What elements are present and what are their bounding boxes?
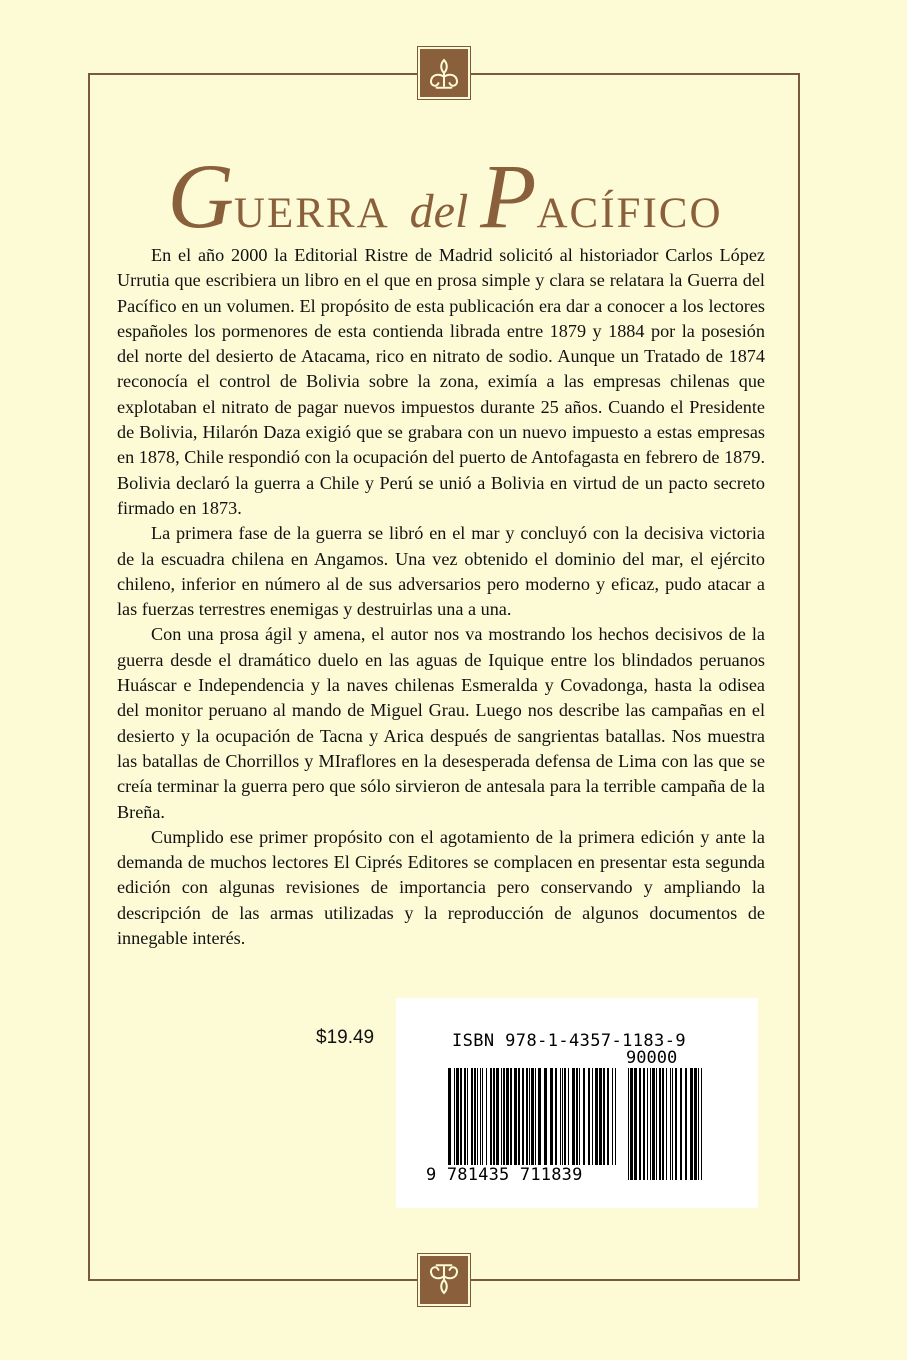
barcode-bar [503,1068,505,1165]
barcode-bar [647,1068,648,1180]
barcode-human-readable: 9 781435 711839 [426,1165,583,1185]
barcode-bar [454,1068,455,1165]
barcode-bar [448,1068,451,1165]
barcode-bar [467,1068,468,1165]
barcode-bar [572,1068,575,1165]
price-label: $19.49 [316,1027,375,1048]
barcode-bar [501,1068,502,1165]
barcode-bar [538,1068,541,1165]
barcode-bar [522,1068,524,1165]
isbn-barcode-block [396,998,758,1208]
addon-barcode-bars [628,1068,704,1180]
barcode-bar [568,1068,569,1165]
barcode-bar [583,1068,585,1165]
fleuron-ornament-bottom-icon [418,1254,470,1306]
title-initial-2: P [480,145,537,247]
barcode-bar [659,1068,661,1180]
barcode-bar [474,1068,476,1165]
barcode-bar [544,1068,547,1165]
barcode-bar [634,1068,637,1180]
title-word-1: UERRA [233,190,390,237]
barcode-bar [564,1068,566,1165]
barcode-bar [694,1068,697,1180]
title-initial-1: G [167,145,234,247]
barcode-bar [535,1068,536,1165]
barcode-bar [599,1068,602,1165]
barcode-bar [650,1068,651,1180]
barcode-bar [526,1068,528,1165]
barcode-bar [482,1068,483,1165]
barcode-bar [531,1068,534,1165]
barcode-bar [670,1068,671,1180]
barcode-bar [630,1068,633,1180]
title-word-2: ACÍFICO [536,190,723,237]
barcode-bar [493,1068,495,1165]
barcode-bar [506,1068,509,1165]
barcode-bar [698,1068,699,1180]
barcode-bar [685,1068,687,1180]
barcode-bar [675,1068,677,1180]
barcode-bar [579,1068,580,1165]
barcode-bar [562,1068,563,1165]
barcode-bar [560,1068,561,1165]
synopsis-paragraph-4: Cumplido ese primer propósito con el agotamiento de la primera edición y ante la demanda de muchos lectores El Ciprés Editores se complacen en presentar esta segunda edición con algunas revisiones de importancia pero conservando y ampliando la descripción de las armas utilizadas y la reproducción de algunos documentos de innegable interés. [117,826,765,949]
barcode-bar [672,1068,673,1180]
barcode-bar [480,1068,481,1165]
barcode-bar [701,1068,702,1180]
barcode-addon-label: 90000 [626,1048,678,1068]
barcode-bar [612,1068,613,1165]
barcode-bar [690,1068,693,1180]
barcode-bar [456,1068,459,1165]
barcode-bar [464,1068,466,1165]
book-title [95,143,795,247]
barcode-bar [639,1068,641,1180]
barcode-bar [518,1068,520,1165]
barcode-bar [490,1068,492,1165]
barcode-bar [550,1068,553,1165]
barcode-bar [628,1068,629,1180]
synopsis-paragraph-3: Con una prosa ágil y amena, el autor nos va mostrando los hechos decisivos de la guerra desde el dramático duelo en las aguas de Iquique entre los blindados peruanos Huáscar e Independencia y la naves chilenas Esmeralda y Covadonga, hasta la odisea del monitor peruano al mando de Miguel Grau. Luego nos describe las campañas en el desierto y la ocupación de Tacna y Arica después de sangrientas batallas. Nos muestra las batallas de Chorrillos y MIraflores en la desesperada defensa de Lima con las que se creía terminar la guerra pero que sólo sirvieron de antesala para la terrible campaña de la Breña. [117,624,765,822]
synopsis-paragraph-1: En el año 2000 la Editorial Ristre de Madrid solicitó al historiador Carlos López Urrutia que escribiera un libro en el que en prosa simple y clara se relatara la Guerra del Pacífico en un volumen. El propósito de esta publicación era dar a conocer a los lectores españoles los pormenores de esta contienda librada entre 1879 y 1884 por la posesión del norte del desierto de Atacama, rico en nitrato de sodio. Aunque un Tratado de 1874 reconocía el control de Bolivia sobre la zona, eximía a las empresas chilenas que explotaban el nitrato de pagar nuevos impuestos durante 25 años. Cuando el Presidente de Bolivia, Hilarón Daza exigió que se grabara con un nuevo impuesto a estas empresas en 1878, Chile respondió con la ocupación del puerto de Antofagasta en febrero de 1879. Bolivia declaró la guerra a Chile y Perú se unió a Bolivia en virtud de un pacto secreto firmado en 1873. [117,245,765,518]
ean-barcode-bars [448,1068,620,1165]
barcode-bar [662,1068,664,1180]
barcode-bar [592,1068,593,1165]
barcode-bar [652,1068,655,1180]
fleuron-ornament-top-icon [418,47,470,99]
barcode-bar [529,1068,530,1165]
barcode-bar [510,1068,512,1165]
barcode-bar [603,1068,605,1165]
barcode-bar [576,1068,578,1165]
barcode-bar [486,1068,487,1165]
title-word-del: del [409,185,469,238]
barcode-bar [588,1068,590,1165]
barcode-bar [477,1068,478,1165]
barcode-bar [666,1068,667,1180]
barcode-bar [514,1068,517,1165]
synopsis-text [117,243,765,951]
barcode-bar [680,1068,682,1180]
barcode-bar [615,1068,616,1165]
barcode-bar [555,1068,557,1165]
isbn-label: ISBN 978-1-4357-1183-9 [452,1031,686,1051]
barcode-bar [607,1068,609,1165]
barcode-bar [460,1068,462,1165]
synopsis-paragraph-2: La primera fase de la guerra se libró en el mar y concluyó con la decisiva victoria de la escuadra chilena en Angamos. Una vez obtenido el dominio del mar, el ejército chileno, inferior en número al de sus adversarios pero moderno y eficaz, pudo atacar a las fuerzas terrestres enemigas y destruirlas una a una. [117,523,765,620]
barcode-bar [471,1068,473,1165]
barcode-bar [496,1068,499,1165]
barcode-bar [595,1068,598,1165]
barcode-bar [643,1068,645,1180]
barcode-bar [656,1068,657,1180]
